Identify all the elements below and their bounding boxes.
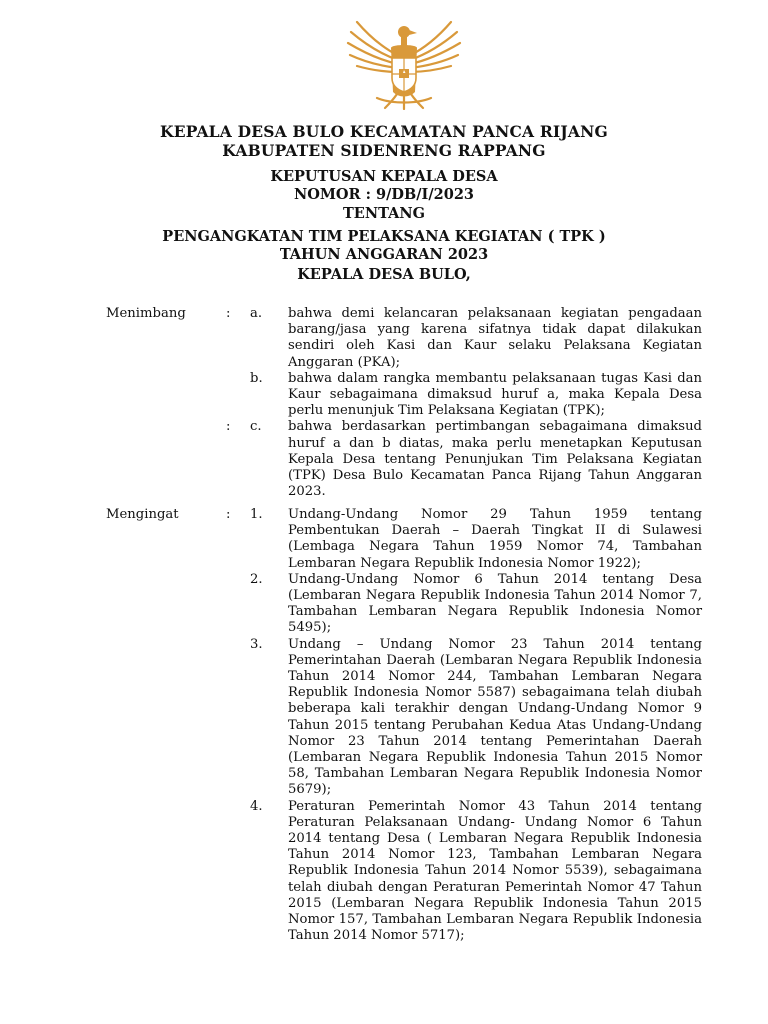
mengingat-text-4: Peraturan Pemerintah Nomor 43 Tahun 2014 tentang Peraturan Pelaksanaan Undang- Undang Nomor 6 Tahun 2014 tentang Desa ( Lembaran Negara Republik Indonesia Tahun 2014 Nomor 123, Tambahan Lembaran Negara Republik Indonesia Tahun 2014 Nomor 5539), sebagaimana telah diubah dengan Peraturan Pemerintah Nomor 47 Tahun 2015 (Lembaran Negara Republik Indonesia Tahun 2015 Nomor 157, Tambahan Lembaran Negara Republik Indonesia Tahun 2014 Nomor 5717); <box>288 798 702 944</box>
mengingat-item-2: 2. Undang-Undang Nomor 6 Tahun 2014 tentang Desa (Lembaran Negara Republik Indonesia Tahun 2014 Nomor 7, Tambahan Lembaran Negara Republik Indonesia Nomor 5495); <box>250 571 702 636</box>
letterhead <box>0 122 768 160</box>
letterhead-line-2: KABUPATEN SIDENRENG RAPPANG <box>222 141 546 160</box>
decree-subject <box>0 228 768 264</box>
decree-type: KEPUTUSAN KEPALA DESA <box>270 168 498 185</box>
decree-subject-line-2: TAHUN ANGGARAN 2023 <box>279 246 489 263</box>
letterhead-line-1: KEPALA DESA BULO KECAMATAN PANCA RIJANG <box>160 122 608 141</box>
decree-about: TENTANG <box>343 205 425 222</box>
mengingat-text-2: Undang-Undang Nomor 6 Tahun 2014 tentang Desa (Lembaran Negara Republik Indonesia Tahun 2014 Nomor 7, Tambahan Lembaran Negara Republik Indonesia Nomor 5495); <box>288 571 702 636</box>
mengingat-section <box>106 507 702 944</box>
menimbang-item-b: b. bahwa dalam rangka membantu pelaksanaan tugas Kasi dan Kaur sebagaimana dimaksud huruf a, maka Kepala Desa perlu menunjuk Tim Pelaksana Kegiatan (TPK); <box>250 370 702 419</box>
decree-title <box>0 168 768 204</box>
menimbang-item-c: : c. bahwa berdasarkan pertimbangan sebagaimana dimaksud huruf a dan b diatas, maka perlu menetapkan Keputusan Kepala Desa tentang Penunjukan Tim Pelaksana Kegiatan (TPK) Desa Bulo Kecamatan Panca Rijang Tahun Anggaran 2023. <box>226 419 702 500</box>
mengingat-item-4: 4. Peraturan Pemerintah Nomor 43 Tahun 2014 tentang Peraturan Pelaksanaan Undang- Undang Nomor 6 Tahun 2014 tentang Desa ( Lembaran Negara Republik Indonesia Tahun 2014 Nomor 123, Tambahan Lembaran Negara Republik Indonesia Tahun 2014 Nomor 5539), sebagaimana telah diubah dengan Peraturan Pemerintah Nomor 47 Tahun 2015 (Lembaran Negara Republik Indonesia Tahun 2015 Nomor 157, Tambahan Lembaran Negara Republik Indonesia Tahun 2014 Nomor 5717); <box>250 798 702 944</box>
menimbang-text-a: bahwa demi kelancaran pelaksanaan kegiatan pengadaan barang/jasa yang karena sifatnya tidak dapat dilakukan sendiri oleh Kasi dan Kaur selaku Pelaksana Kegiatan Anggaran (PKA); <box>288 306 702 370</box>
menimbang-label: Menimbang <box>106 306 186 321</box>
mengingat-label: Mengingat <box>106 507 179 522</box>
garuda-emblem-icon <box>343 18 465 110</box>
decree-subject-line-1: PENGANGKATAN TIM PELAKSANA KEGIATAN ( TPK ) <box>162 228 606 245</box>
menimbang-text-c: bahwa berdasarkan pertimbangan sebagaimana dimaksud huruf a dan b diatas, maka perlu menetapkan Keputusan Kepala Desa tentang Penunjukan Tim Pelaksana Kegiatan (TPK) Desa Bulo Kecamatan Panca Rijang Tahun Anggaran 2023. <box>288 419 702 500</box>
mengingat-text-1: Undang-Undang Nomor 29 Tahun 1959 tentang Pembentukan Daerah – Daerah Tingkat II di Sulawesi (Lembaga Negara Tahun 1959 Nomor 74, Tambahan Lembaran Negara Republik Indonesia Nomor 1922); <box>288 507 702 571</box>
menimbang-section <box>106 306 702 500</box>
decree-number: NOMOR : 9/DB/I/2023 <box>293 186 474 203</box>
mengingat-item-1: Mengingat : 1. Undang-Undang Nomor 29 Tahun 1959 tentang Pembentukan Daerah – Daerah Tingkat II di Sulawesi (Lembaga Negara Tahun 1959 Nomor 74, Tambahan Lembaran Negara Republik Indonesia Nomor 1922); <box>106 507 702 571</box>
mengingat-item-3: 3. Undang – Undang Nomor 23 Tahun 2014 tentang Pemerintahan Daerah (Lembaran Negara Republik Indonesia Tahun 2014 Nomor 244, Tambahan Lembaran Negara Republik Indonesia Nomor 5587) sebagaimana telah diubah beberapa kali terakhir dengan Undang-Undang Nomor 9 Tahun 2015 tentang Perubahan Kedua Atas Undang-Undang Nomor 23 Tahun 2014 tentang Pemerintahan Daerah (Lembaran Negara Republik Indonesia Tahun 2015 Nomor 58, Tambahan Lembaran Negara Republik Indonesia Nomor 5679); <box>250 636 702 798</box>
menimbang-text-b: bahwa dalam rangka membantu pelaksanaan tugas Kasi dan Kaur sebagaimana dimaksud huruf a, maka Kepala Desa perlu menunjuk Tim Pelaksana Kegiatan (TPK); <box>288 370 702 419</box>
mengingat-text-3: Undang – Undang Nomor 23 Tahun 2014 tentang Pemerintahan Daerah (Lembaran Negara Republik Indonesia Tahun 2014 Nomor 244, Tambahan Lembaran Negara Republik Indonesia Nomor 5587) sebagaimana telah diubah beberapa kali terakhir dengan Undang-Undang Nomor 9 Tahun 2015 tentang Perubahan Kedua Atas Undang-Undang Nomor 23 Tahun 2014 tentang Pemerintahan Daerah (Lembaran Negara Republik Indonesia Tahun 2015 Nomor 58, Tambahan Lembaran Negara Republik Indonesia Nomor 5679); <box>288 636 702 798</box>
menimbang-item-a: Menimbang : a. bahwa demi kelancaran pelaksanaan kegiatan pengadaan barang/jasa yang karena sifatnya tidak dapat dilakukan sendiri oleh Kasi dan Kaur selaku Pelaksana Kegiatan Anggaran (PKA); <box>106 306 702 370</box>
decree-issuer: KEPALA DESA BULO, <box>297 266 471 283</box>
